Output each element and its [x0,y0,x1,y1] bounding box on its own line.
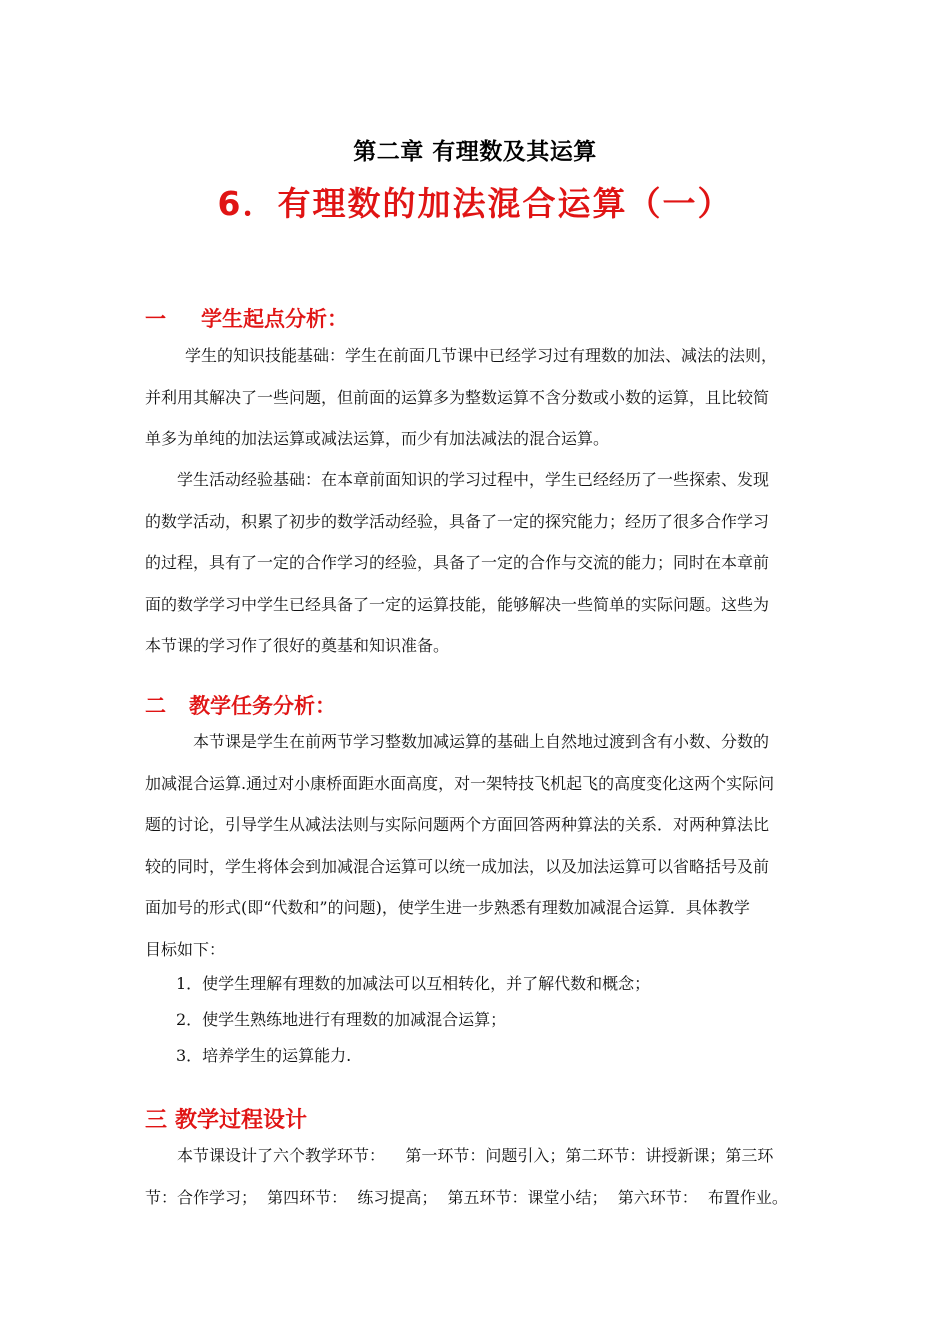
text-line: 加减混合运算.通过对小康桥面距水面高度，对一架特技飞机起飞的高度变化这两个实际问 [145,773,775,793]
section2-paragraph [145,721,807,970]
text-line: 面的数学学习中学生已经具备了一定的运算技能，能够解决一些简单的实际问题。这些为 [145,594,770,614]
section1-paragraph-1 [145,335,807,460]
text-line: 学生的知识技能基础：学生在前面几节课中已经学习过有理数的加法、减法的法则， [185,346,778,365]
section1-number: 一 [145,307,166,331]
section2-heading [145,690,336,720]
text-line: 节：合作学习； 第四环节： 练习提高； 第五环节：课堂小结； 第六环节： 布置作业。 [145,1187,788,1207]
section2-title: 教学任务分析： [189,694,336,718]
text-line: 的数学活动，积累了初步的数学活动经验，具备了一定的探究能力；经历了很多合作学习 [145,511,770,531]
text-line: 的过程，具有了一定的合作学习的经验，具备了一定的合作与交流的能力；同时在本章前 [145,553,770,572]
text-line: 本节课是学生在前两节学习整数加减运算的基础上自然地过渡到含有小数、分数的 [193,732,770,751]
section1-title: 学生起点分析： [201,307,348,331]
section3-number: 三 [145,1108,168,1133]
goal-item-1: 1．使学生理解有理数的加减法可以互相转化，并了解代数和概念； [176,974,651,993]
section1-paragraph-2 [145,459,807,667]
text-line: 学生活动经验基础：在本章前面知识的学习过程中，学生已经经历了一些探索、发现 [177,470,770,489]
text-line: 本节课设计了六个教学环节： 第一环节：问题引入；第二环节：讲授新课；第三环 [177,1146,774,1165]
lesson-title: 6．有理数的加法混合运算（一） [217,184,733,223]
text-line: 题的讨论，引导学生从减法法则与实际问题两个方面回答两种算法的关系．对两种算法比 [145,815,770,834]
section3-heading [145,1103,307,1134]
section2-number: 二 [145,694,166,718]
text-line: 并利用其解决了一些问题，但前面的运算多为整数运算不含分数或小数的运算，且比较简 [145,387,770,407]
text-line: 单多为单纯的加法运算或减法运算，而少有加法减法的混合运算。 [145,429,610,448]
section3-title: 教学过程设计 [175,1108,308,1133]
text-line: 本节课的学习作了很好的奠基和知识准备。 [145,636,450,655]
text-line: 面加号的形式(即“代数和”的问题)，使学生进一步熟悉有理数加减混合运算．具体教学 [145,898,750,917]
section1-heading [145,303,348,333]
text-line: 目标如下： [145,939,226,959]
section3-paragraph [145,1135,807,1218]
text-line: 较的同时，学生将体会到加减混合运算可以统一成加法，以及加法运算可以省略括号及前 [145,856,770,876]
goal-item-3: 3．培养学生的运算能力. [176,1046,352,1065]
chapter-title: 第二章 有理数及其运算 [353,139,597,165]
goal-item-2: 2．使学生熟练地进行有理数的加减混合运算； [176,1010,507,1029]
